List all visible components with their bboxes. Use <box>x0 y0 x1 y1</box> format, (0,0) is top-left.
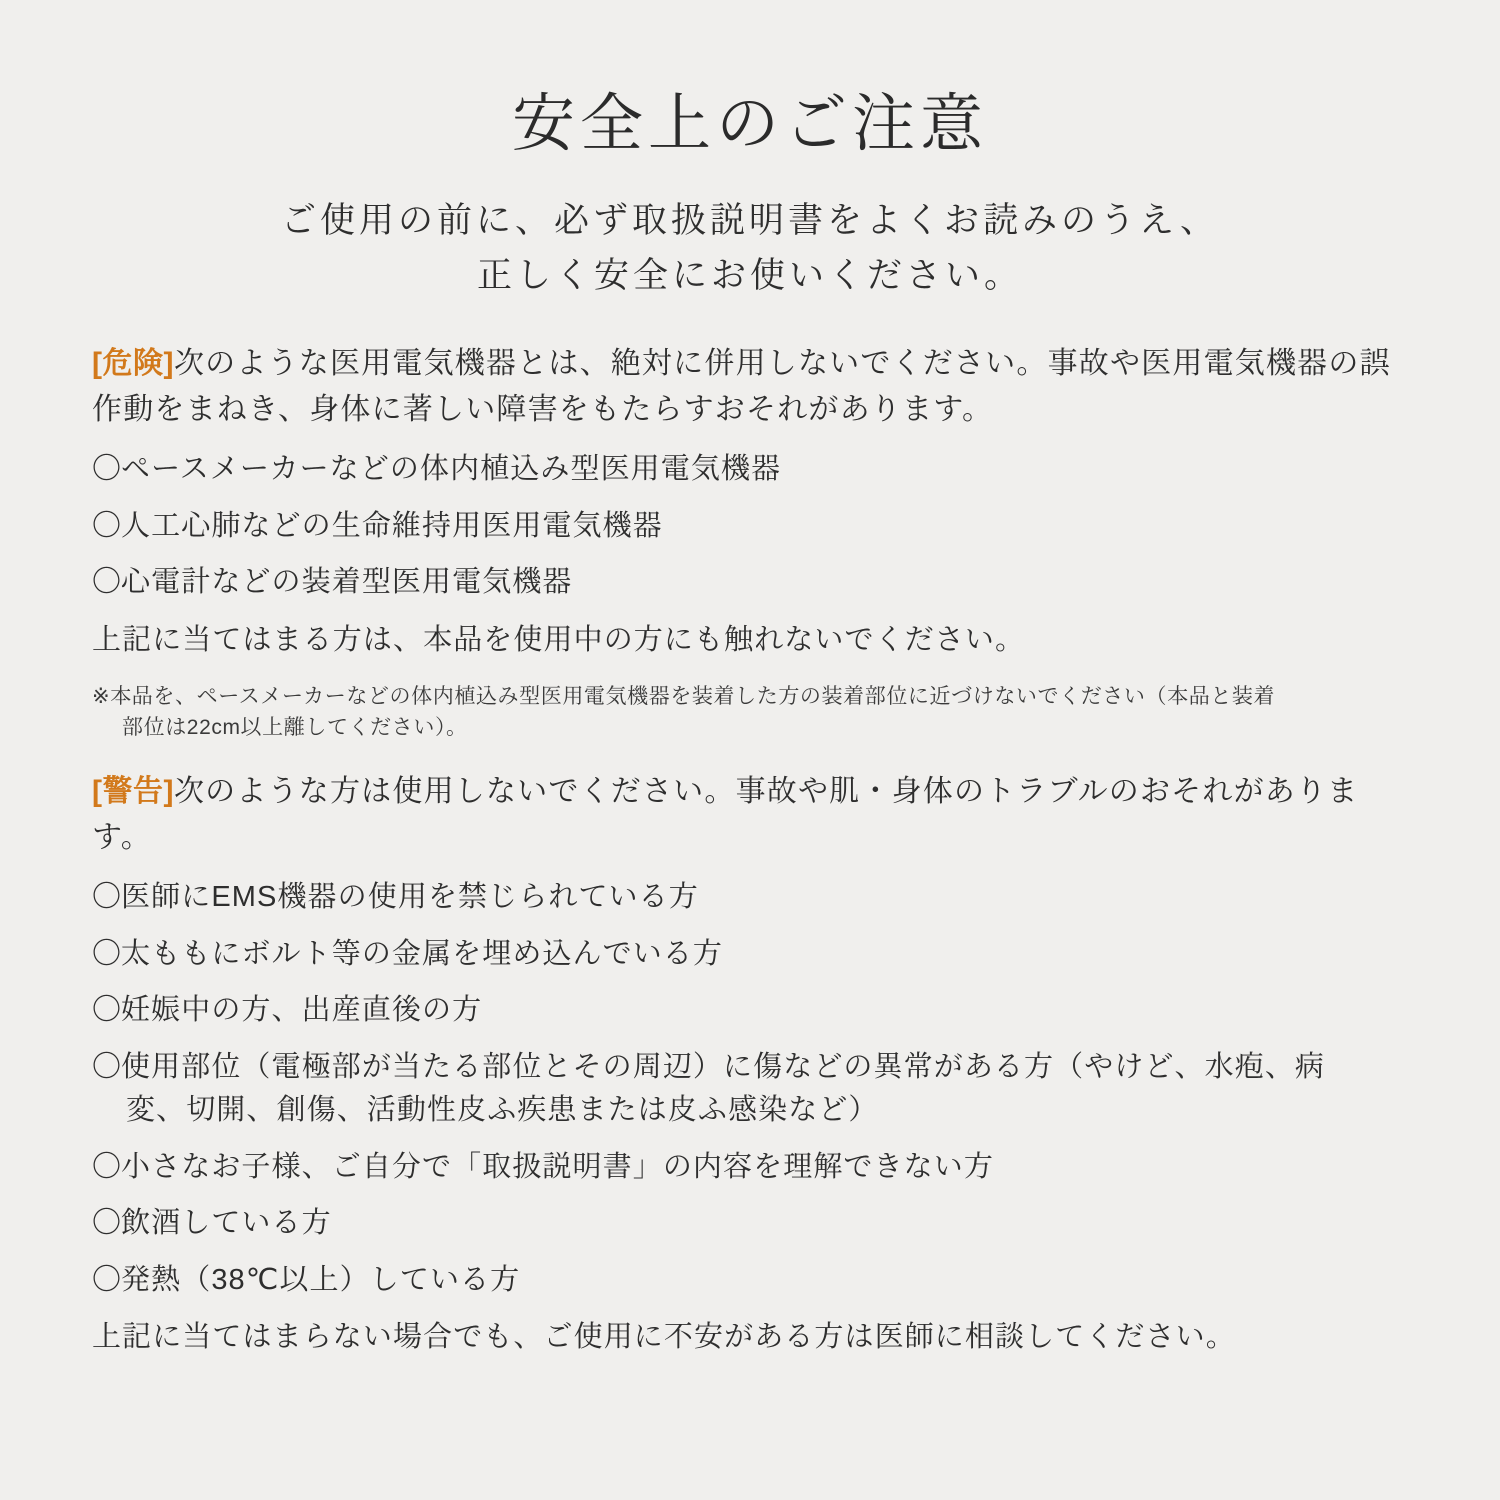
bullet-icon: 〇 <box>92 1207 122 1240</box>
danger-section <box>92 341 1408 743</box>
list-item <box>92 561 1408 605</box>
danger-lead <box>92 341 1408 432</box>
list-item <box>92 876 1408 920</box>
list-item-label: 発熱（38℃以上）している方 <box>121 1263 521 1296</box>
list-item <box>92 989 1408 1033</box>
danger-lead-text: 次のような医用電気機器とは、絶対に併用しないでください。事故や医用電気機器の誤作動をまねき、身体に著しい障害をもたらすおそれがあります。 <box>92 346 1391 426</box>
page-title: 安全上のご注意 <box>512 89 988 159</box>
list-item-continuation: 変、切開、創傷、活動性皮ふ疾患または皮ふ感染など） <box>126 1094 879 1127</box>
danger-note-line-1: ※本品を、ペースメーカーなどの体内植込み型医用電気機器を装着した方の装着部位に近づけないでください（本品と装着 <box>92 685 1276 709</box>
bullet-icon: 〇 <box>92 1050 122 1083</box>
list-item <box>92 1046 1408 1133</box>
bullet-icon: 〇 <box>92 881 122 914</box>
danger-note-line-2: 部位は22cm以上離してください）。 <box>122 715 468 739</box>
bullet-icon: 〇 <box>92 566 122 599</box>
danger-note <box>92 682 1408 743</box>
warning-tag: [警告] <box>92 775 174 808</box>
warning-closing: 上記に当てはまらない場合でも、ご使用に不安がある方は医師に相談してください。 <box>92 1321 1236 1354</box>
page-subtitle <box>92 194 1408 303</box>
bullet-icon: 〇 <box>92 1150 122 1183</box>
warning-lead-text: 次のような方は使用しないでください。事故や肌・身体のトラブルのおそれがあります。 <box>92 775 1359 854</box>
bullet-icon: 〇 <box>92 1263 122 1296</box>
danger-closing: 上記に当てはまる方は、本品を使用中の方にも触れないでください。 <box>92 623 1026 656</box>
subtitle-line-1: ご使用の前に、必ず取扱説明書をよくお読みのうえ、 <box>280 201 1220 241</box>
list-item-label: 飲酒している方 <box>121 1207 332 1240</box>
list-item <box>92 505 1408 549</box>
list-item <box>92 1259 1408 1303</box>
list-item-label: 太ももにボルト等の金属を埋め込んでいる方 <box>121 937 724 970</box>
warning-section <box>92 769 1408 1360</box>
danger-tag: [危険] <box>92 346 174 380</box>
list-item-label: 妊娠中の方、出産直後の方 <box>121 994 483 1027</box>
bullet-icon: 〇 <box>92 453 122 486</box>
list-item-label: 人工心肺などの生命維持用医用電気機器 <box>121 509 663 542</box>
bullet-icon: 〇 <box>92 937 122 970</box>
subtitle-line-2: 正しく安全にお使いください。 <box>476 255 1023 295</box>
bullet-icon: 〇 <box>92 994 122 1027</box>
list-item <box>92 1146 1408 1190</box>
bullet-icon: 〇 <box>92 509 122 542</box>
list-item <box>92 1202 1408 1246</box>
list-item <box>92 448 1408 492</box>
list-item-label: 心電計などの装着型医用電気機器 <box>121 566 573 599</box>
list-item-label: 小さなお子様、ご自分で「取扱説明書」の内容を理解できない方 <box>121 1150 994 1183</box>
list-item-label: 使用部位（電極部が当たる部位とその周辺）に傷などの異常がある方（やけど、水疱、病 <box>121 1050 1326 1083</box>
list-item-label: ペースメーカーなどの体内植込み型医用電気機器 <box>121 453 782 486</box>
warning-lead <box>92 769 1408 860</box>
list-item <box>92 933 1408 977</box>
list-item-label: 医師にEMS機器の使用を禁じられている方 <box>121 881 699 914</box>
